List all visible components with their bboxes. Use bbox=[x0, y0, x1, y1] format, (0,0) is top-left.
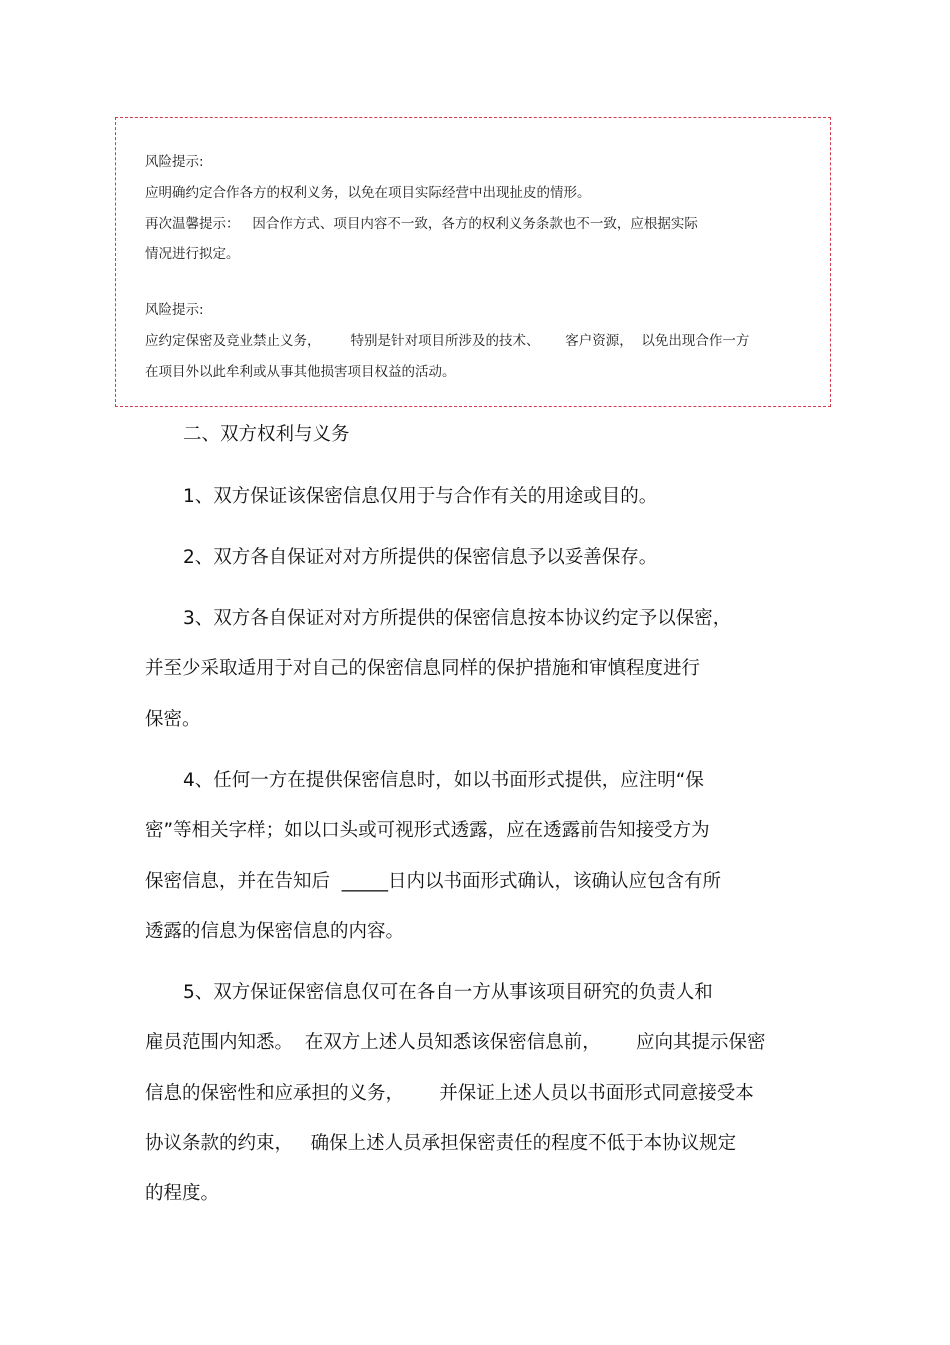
clause-1-line-1: 1、双方保证该保密信息仅用于与合作有关的用途或目的。 bbox=[183, 486, 658, 507]
clause-4-line-3: 保密信息，并在告知后 _____日内以书面形式确认，该确认应包含有所 bbox=[145, 871, 722, 892]
risk-heading-2: 风险提示: bbox=[145, 302, 204, 318]
clause-3-line-1: 3、双方各自保证对对方所提供的保密信息按本协议约定予以保密， bbox=[183, 608, 732, 629]
clause-5-line-4: 协议条款的约束， 确保上述人员承担保密责任的程度不低于本协议规定 bbox=[145, 1133, 737, 1154]
risk-text-2-line-2: 在项目外以此牟利或从事其他损害项目权益的活动。 bbox=[145, 364, 456, 380]
clause-5-line-5: 的程度。 bbox=[145, 1183, 220, 1204]
risk-text-2-line-1: 应约定保密及竞业禁止义务， 特别是针对项目所涉及的技术、 客户资源， 以免出现合作一方 bbox=[145, 333, 750, 349]
risk-notice-box bbox=[115, 117, 831, 407]
clause-4-line-4: 透露的信息为保密信息的内容。 bbox=[145, 921, 405, 942]
clause-3-line-3: 保密。 bbox=[145, 709, 201, 730]
risk-heading-1: 风险提示: bbox=[145, 154, 204, 170]
clause-3-line-2: 并至少采取适用于对自己的保密信息同样的保护措施和审慎程度进行 bbox=[145, 658, 701, 679]
risk-text-1-line-2: 再次温馨提示： 因合作方式、项目内容不一致，各方的权利义务条款也不一致，应根据实际 bbox=[145, 216, 698, 232]
section-title: 二、双方权利与义务 bbox=[183, 424, 350, 445]
risk-text-1-line-1: 应明确约定合作各方的权利义务，以免在项目实际经营中出现扯皮的情形。 bbox=[145, 185, 591, 201]
risk-text-1-line-3: 情况进行拟定。 bbox=[145, 246, 240, 262]
clause-4-line-2: 密”等相关字样；如以口头或可视形式透露，应在透露前告知接受方为 bbox=[145, 820, 710, 841]
clause-5-line-1: 5、双方保证保密信息仅可在各自一方从事该项目研究的负责人和 bbox=[183, 982, 713, 1003]
clause-4-line-1: 4、任何一方在提供保密信息时，如以书面形式提供，应注明“保 bbox=[183, 770, 704, 791]
clause-5-line-2: 雇员范围内知悉。 在双方上述人员知悉该保密信息前， 应向其提示保密 bbox=[145, 1032, 766, 1053]
clause-2-line-1: 2、双方各自保证对对方所提供的保密信息予以妥善保存。 bbox=[183, 547, 658, 568]
clause-5-line-3: 信息的保密性和应承担的义务， 并保证上述人员以书面形式同意接受本 bbox=[145, 1083, 754, 1104]
